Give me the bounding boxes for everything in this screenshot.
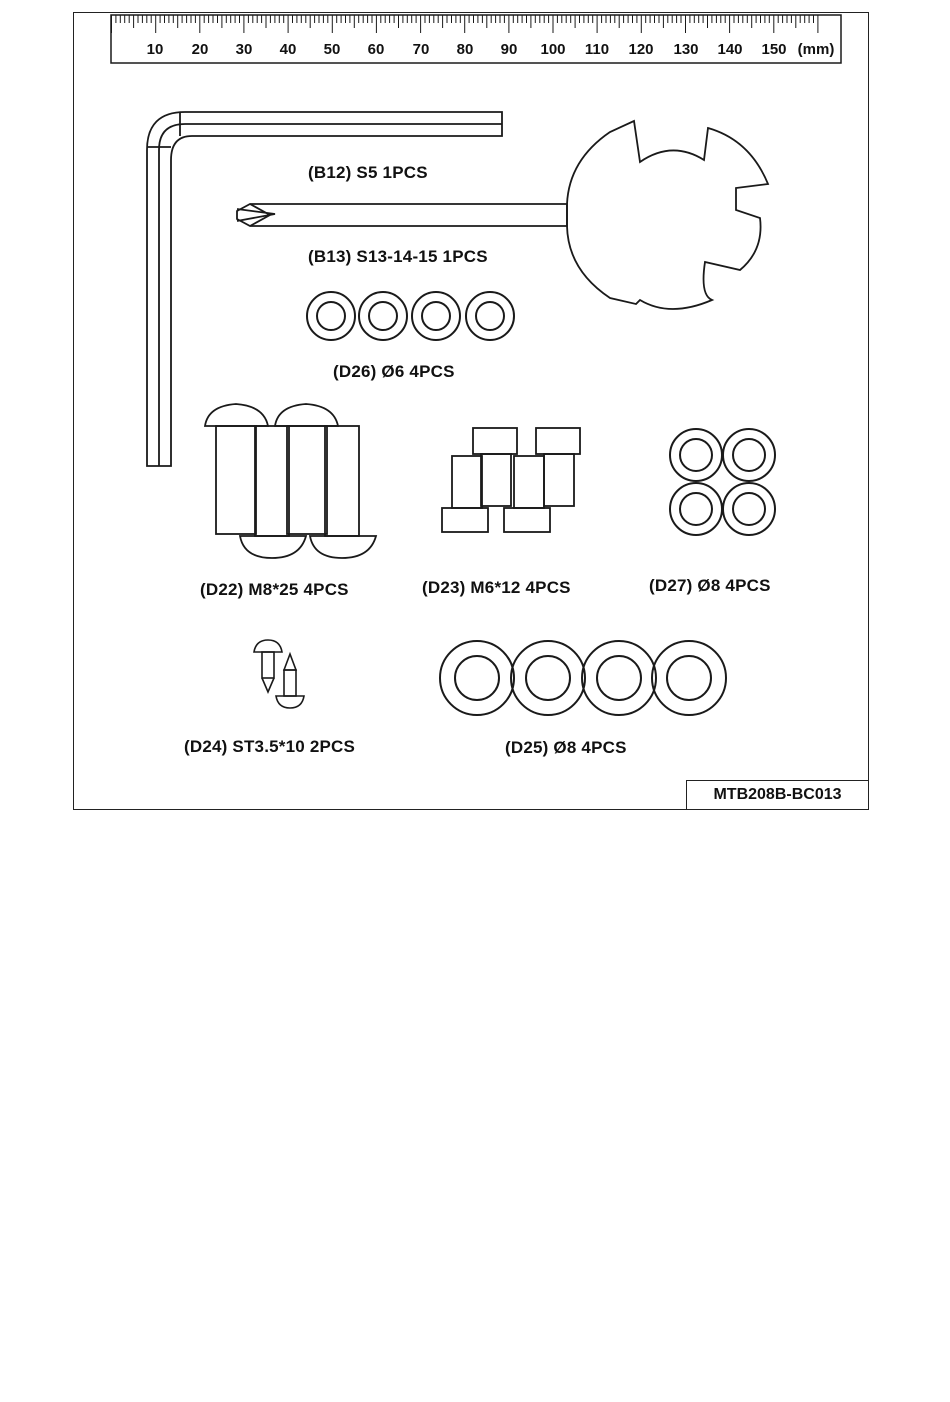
drawing-code-box <box>686 780 869 810</box>
label-d27: (D27) Ø8 4PCS <box>649 576 771 595</box>
ruler-number: 60 <box>367 41 385 58</box>
label-d22: (D22) M8*25 4PCS <box>200 580 349 599</box>
label-b12: (B12) S5 1PCS <box>308 163 428 182</box>
ruler-number: 40 <box>279 41 297 58</box>
spanner-screwdriver-icon <box>237 121 768 309</box>
ruler-number: 80 <box>456 41 474 58</box>
ruler-number: 10 <box>146 41 164 58</box>
ruler-number: 120 <box>628 41 654 58</box>
ruler-number: 90 <box>500 41 518 58</box>
ruler-number: 110 <box>584 41 610 58</box>
ruler-number: 100 <box>540 41 566 58</box>
label-d23: (D23) M6*12 4PCS <box>422 578 571 597</box>
label-d25: (D25) Ø8 4PCS <box>505 738 627 757</box>
ruler-number: 140 <box>717 41 743 58</box>
washers-d26-icon <box>307 292 514 340</box>
bolts-d22-icon <box>205 404 376 558</box>
ruler-number: 20 <box>191 41 209 58</box>
drawing-code: MTB208B-BC013 <box>713 786 842 803</box>
label-d24: (D24) ST3.5*10 2PCS <box>184 737 356 756</box>
ruler-ticks <box>112 15 818 33</box>
label-b13: (B13) S13-14-15 1PCS <box>308 247 488 266</box>
ruler-number: 130 <box>673 41 699 58</box>
screws-d24-icon <box>254 640 304 708</box>
lock-washers-d27-icon <box>670 429 775 535</box>
ruler-unit: (mm) <box>797 41 835 58</box>
ruler-number: 150 <box>761 41 787 58</box>
label-d26: (D26) Ø6 4PCS <box>333 362 455 381</box>
washers-d25-icon <box>440 641 726 715</box>
bolts-d23-icon <box>442 428 580 532</box>
ruler-number: 70 <box>412 41 430 58</box>
ruler-number: 50 <box>323 41 341 58</box>
ruler-number: 30 <box>235 41 253 58</box>
